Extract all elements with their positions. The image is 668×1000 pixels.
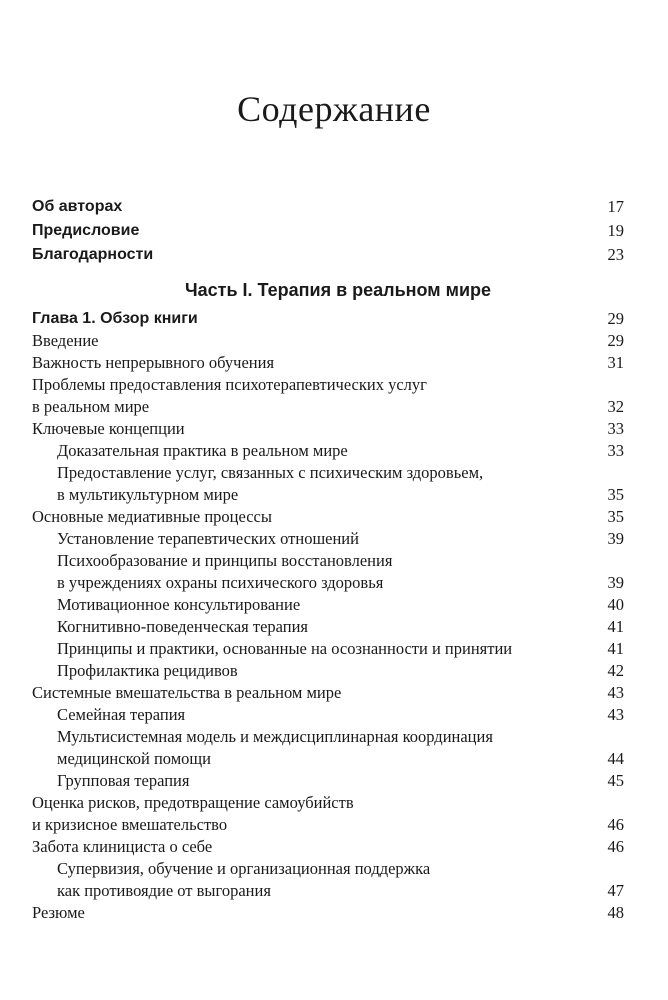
toc-entry-page: 42: [607, 661, 624, 680]
toc-entry-page: 32: [607, 397, 624, 416]
toc-entry-label: Мотивационное консультирование: [57, 595, 301, 614]
toc-entry: [32, 770, 624, 792]
toc-entry: [32, 836, 624, 858]
toc-entry-label: Принципы и практики, основанные на осознанности и принятии: [57, 639, 513, 658]
toc-entry: [32, 792, 624, 836]
toc-entry-page: 48: [607, 903, 624, 922]
toc-entries: [32, 330, 624, 924]
page-title: Содержание: [237, 89, 431, 129]
toc-entry: [32, 330, 624, 352]
toc-entry: [32, 594, 624, 616]
chapter-page: 29: [607, 309, 624, 328]
toc-entry: [32, 550, 624, 594]
toc-entry: [32, 704, 624, 726]
toc-entry-label: Системные вмешательства в реальном мире: [32, 683, 342, 702]
toc-entry-page: 39: [607, 529, 624, 548]
toc-entry: [32, 726, 624, 770]
chapter-heading: [32, 308, 624, 330]
toc-entry: [32, 462, 624, 506]
toc-entry-label: Когнитивно-поведенческая терапия: [57, 617, 308, 636]
toc-entry-page: 39: [607, 573, 624, 592]
toc-entry: [32, 528, 624, 550]
toc-entry: [32, 660, 624, 682]
toc-entry-page: 19: [607, 221, 624, 240]
toc-entry-page: 29: [607, 331, 624, 350]
toc-entry-label: Семейная терапия: [57, 705, 186, 724]
toc-entry-label: Введение: [32, 331, 99, 350]
toc-entry-label: Психообразование и принципы восстановления в учреждениях охраны психического здоровья: [57, 551, 393, 592]
toc-entry-page: 17: [607, 197, 624, 216]
toc-entry-label: Мультисистемная модель и междисциплинарная координация медицинской помощи: [57, 727, 493, 768]
toc-entry-preface: [32, 220, 624, 242]
toc-entry-label: Супервизия, обучение и организационная поддержка как противоядие от выгорания: [57, 859, 431, 900]
toc-entry: [32, 902, 624, 924]
toc-entry-page: 44: [607, 749, 624, 768]
toc-entry-label: Об авторах: [32, 198, 123, 215]
toc-entry-page: 46: [607, 815, 624, 834]
toc-entry-page: 31: [607, 353, 624, 372]
toc-entry-page: 43: [607, 705, 624, 724]
toc-entry-page: 41: [607, 617, 624, 636]
toc-entry-page: 41: [607, 639, 624, 658]
toc-entry: [32, 418, 624, 440]
toc-entry-label: Ключевые концепции: [32, 419, 185, 438]
toc-entry-page: 23: [607, 245, 624, 264]
toc-entry: [32, 616, 624, 638]
toc-entry-label: Доказательная практика в реальном мире: [57, 441, 348, 460]
toc-entry: [32, 440, 624, 462]
toc-entry: [32, 506, 624, 528]
toc-entry-page: 33: [607, 419, 624, 438]
toc-entry-page: 43: [607, 683, 624, 702]
table-of-contents: [32, 196, 624, 924]
toc-entry-page: 40: [607, 595, 624, 614]
toc-entry: [32, 374, 624, 418]
toc-entry-page: 45: [607, 771, 624, 790]
toc-entry-label: Основные медиативные процессы: [32, 507, 272, 526]
toc-entry: [32, 638, 624, 660]
toc-entry-page: 35: [607, 485, 624, 504]
part-heading: Часть I. Терапия в реальном мире: [184, 280, 492, 300]
toc-entry-label: Проблемы предоставления психотерапевтических услуг в реальном мире: [32, 375, 427, 416]
toc-entry-label: Предоставление услуг, связанных с психическим здоровьем, в мультикультурном мире: [57, 463, 484, 504]
toc-entry-label: Резюме: [32, 903, 85, 922]
toc-entry-page: 47: [607, 881, 624, 900]
toc-entry-label: Установление терапевтических отношений: [57, 529, 359, 548]
toc-entry-label: Групповая терапия: [57, 771, 190, 790]
toc-entry-about-authors: [32, 196, 624, 218]
toc-entry-label: Благодарности: [32, 246, 154, 263]
toc-entry-label: Важность непрерывного обучения: [32, 353, 275, 372]
toc-entry-label: Предисловие: [32, 222, 140, 239]
toc-entry-page: 33: [607, 441, 624, 460]
chapter-label: Глава 1. Обзор книги: [32, 310, 198, 327]
toc-entry: [32, 682, 624, 704]
toc-entry-label: Забота клинициста о себе: [32, 837, 213, 856]
toc-entry-page: 35: [607, 507, 624, 526]
toc-entry-page: 46: [607, 837, 624, 856]
toc-entry-acknowledgements: [32, 244, 624, 266]
toc-entry: [32, 858, 624, 902]
toc-entry-label: Оценка рисков, предотвращение самоубийств и кризисное вмешательство: [32, 793, 354, 834]
toc-entry-label: Профилактика рецидивов: [57, 661, 238, 680]
toc-entry: [32, 352, 624, 374]
